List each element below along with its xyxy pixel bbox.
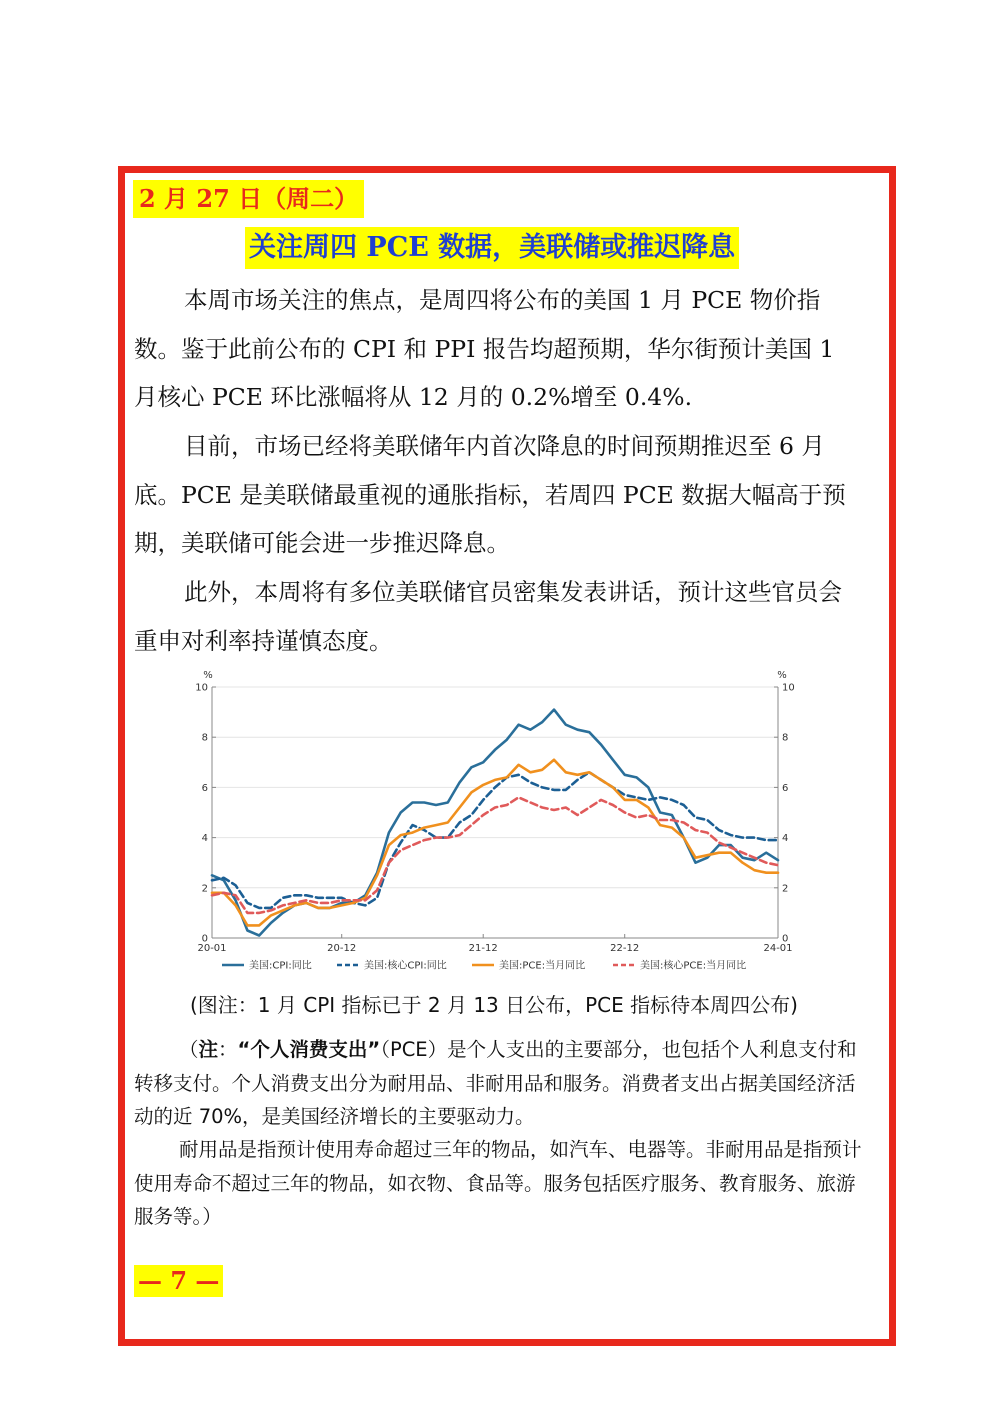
y-tick-label-right: 2	[782, 883, 789, 895]
note-paragraph-2	[134, 1133, 869, 1234]
legend-label-core-cpi-line: 美国:核心CPI:同比	[364, 960, 447, 972]
note-open: （	[179, 1038, 199, 1061]
note-label: 注	[198, 1038, 219, 1061]
inflation-chart	[190, 666, 810, 976]
y-tick-label-right: 10	[782, 682, 795, 694]
x-tick-label: 20-12	[327, 943, 357, 954]
y-tick-label-left: 4	[201, 833, 208, 845]
note-paragraph-1	[134, 1033, 869, 1134]
x-tick-label: 22-12	[610, 943, 640, 954]
article-headline: 关注周四 PCE 数据，美联储或推迟降息	[245, 227, 739, 269]
page-number: — 7 —	[134, 1265, 223, 1297]
y-tick-label-left: 8	[201, 732, 208, 744]
y-unit-left: %	[203, 670, 213, 681]
chart-caption: (图注：1 月 CPI 指标已于 2 月 13 日公布，PCE 指标待本周四公布)	[190, 993, 798, 1017]
pce-line	[212, 760, 778, 926]
y-unit-right: %	[777, 670, 787, 681]
legend-label-core-pce-line: 美国:核心PCE:当月同比	[640, 960, 747, 972]
paragraph-2-text: 目前，市场已经将美联储年内首次降息的时间预期推迟至 6 月底。PCE 是美联储最重视的通胀指标，若周四 PCE 数据大幅高于预期，美联储可能会进一步推迟降息。	[134, 432, 846, 557]
legend-label-cpi-line: 美国:CPI:同比	[249, 960, 312, 972]
note-text-1: （PCE）是个人支出的主要部分，也包括个人利息支付和转移支付。个人消费支出分为耐用品、非耐用品和服务。消费者支出占据美国经济活动的近 70%，是美国经济增长的主要驱动力。	[134, 1038, 857, 1128]
y-tick-label-right: 0	[782, 933, 789, 945]
cpi-line	[212, 710, 778, 936]
chart-svg	[190, 666, 810, 976]
note-term: “个人消费支出”	[237, 1038, 381, 1061]
paragraph-3-text: 此外，本周将有多位美联储官员密集发表讲话，预计这些官员会重申对利率持谨慎态度。	[134, 578, 842, 655]
paragraph-2	[134, 422, 864, 568]
y-tick-label-left: 6	[201, 782, 208, 794]
y-tick-label-right: 4	[782, 833, 789, 845]
note-text-2: 耐用品是指预计使用寿命超过三年的物品，如汽车、电器等。非耐用品是指预计使用寿命不超过三年的物品，如衣物、食品等。服务包括医疗服务、教育服务、旅游服务等。）	[134, 1138, 862, 1228]
paragraph-1-text: 本周市场关注的焦点，是周四将公布的美国 1 月 PCE 物价指数。鉴于此前公布的 CPI 和 PPI 报告均超预期，华尔街预计美国 1 月核心 PCE 环比涨幅将从 12 月的 0.2%增至 0.4%.	[134, 286, 835, 411]
y-tick-label-left: 0	[201, 933, 208, 945]
y-tick-label-right: 6	[782, 782, 789, 794]
paragraph-1	[134, 276, 864, 422]
y-tick-label-right: 8	[782, 732, 789, 744]
note-colon: ：	[218, 1038, 238, 1061]
x-tick-label: 21-12	[468, 943, 498, 954]
paragraph-3	[134, 568, 864, 665]
y-tick-label-left: 10	[195, 682, 208, 694]
y-tick-label-left: 2	[201, 883, 208, 895]
date-label: 2 月 27 日（周二）	[133, 180, 364, 218]
x-tick-label: 20-01	[197, 943, 227, 954]
x-tick-label: 24-01	[763, 943, 793, 954]
legend-label-pce-line: 美国:PCE:当月同比	[499, 960, 586, 972]
